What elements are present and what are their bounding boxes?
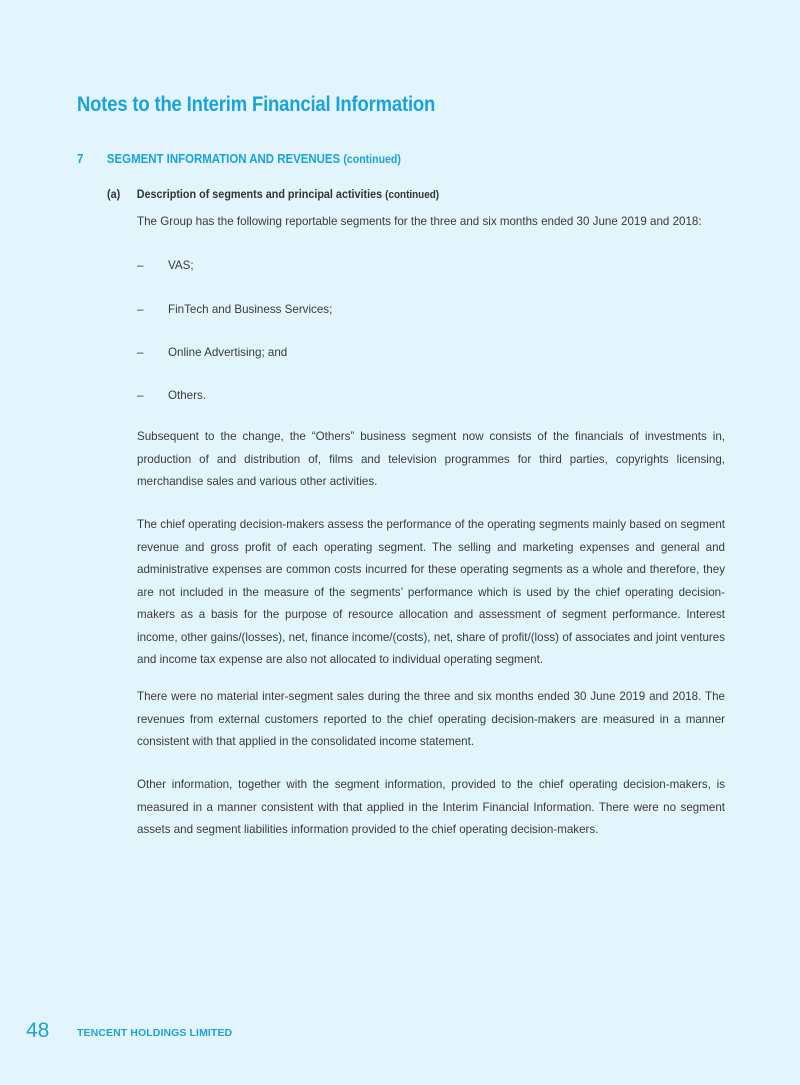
page-number: 48 xyxy=(26,1019,50,1042)
segment-list-item xyxy=(137,303,332,316)
dash-bullet: – xyxy=(137,303,144,316)
body-paragraph: The chief operating decision-makers assess the performance of the operating segments mainly based on segment revenue and gross profit of each operating segment. The selling and marketing expenses and general and administrative expenses are common costs incurred for these operating segments as a whole and therefore, they are not included in the measure of the segments’ performance which is used by the chief operating decision-makers as a basis for the purpose of resource allocation and assessment of segment performance. Interest income, other gains/(losses), net, finance income/(costs), net, share of profit/(loss) of associates and joint ventures and income tax expense are also not allocated to individual operating segment. xyxy=(137,518,725,666)
segment-label: VAS; xyxy=(168,259,194,272)
intro-paragraph: The Group has the following reportable segments for the three and six months ended 30 June 2019 and 2018: xyxy=(137,215,702,228)
body-paragraph: Subsequent to the change, the “Others” business segment now consists of the financials of investments in, production of and distribution of, films and television programmes for third parties, copyrights licensing, merchandise sales and various other activities. xyxy=(137,430,725,488)
subsection-continued: (continued) xyxy=(385,189,440,201)
segment-label: FinTech and Business Services; xyxy=(168,303,333,316)
dash-bullet: – xyxy=(137,389,144,402)
page-title: Notes to the Interim Financial Information xyxy=(77,93,436,116)
section-title: SEGMENT INFORMATION AND REVENUES xyxy=(106,151,341,166)
subsection-heading xyxy=(107,187,439,201)
company-name: TENCENT HOLDINGS LIMITED xyxy=(77,1027,233,1039)
dash-bullet: – xyxy=(137,346,144,359)
segment-list-item xyxy=(137,346,287,359)
segment-list-item xyxy=(137,389,206,402)
section-heading xyxy=(77,151,401,166)
dash-bullet: – xyxy=(137,259,144,272)
subsection-title: Description of segments and principal activities xyxy=(136,187,383,201)
body-paragraph: Other information, together with the segment information, provided to the chief operating decision-makers, is measured in a manner consistent with that applied in the Interim Financial Information. There were no segment assets and segment liabilities information provided to the chief operating decision-makers. xyxy=(137,778,725,836)
subsection-letter: (a) xyxy=(107,187,121,201)
segment-label: Others. xyxy=(168,389,207,402)
segment-list-item xyxy=(137,259,194,272)
section-number: 7 xyxy=(77,151,84,166)
segment-label: Online Advertising; and xyxy=(168,346,288,359)
section-continued: (continued) xyxy=(343,152,401,166)
body-paragraph: There were no material inter-segment sales during the three and six months ended 30 June 2019 and 2018. The revenues from external customers reported to the chief operating decision-makers are measured in a manner consistent with that applied in the consolidated income statement. xyxy=(137,690,725,748)
